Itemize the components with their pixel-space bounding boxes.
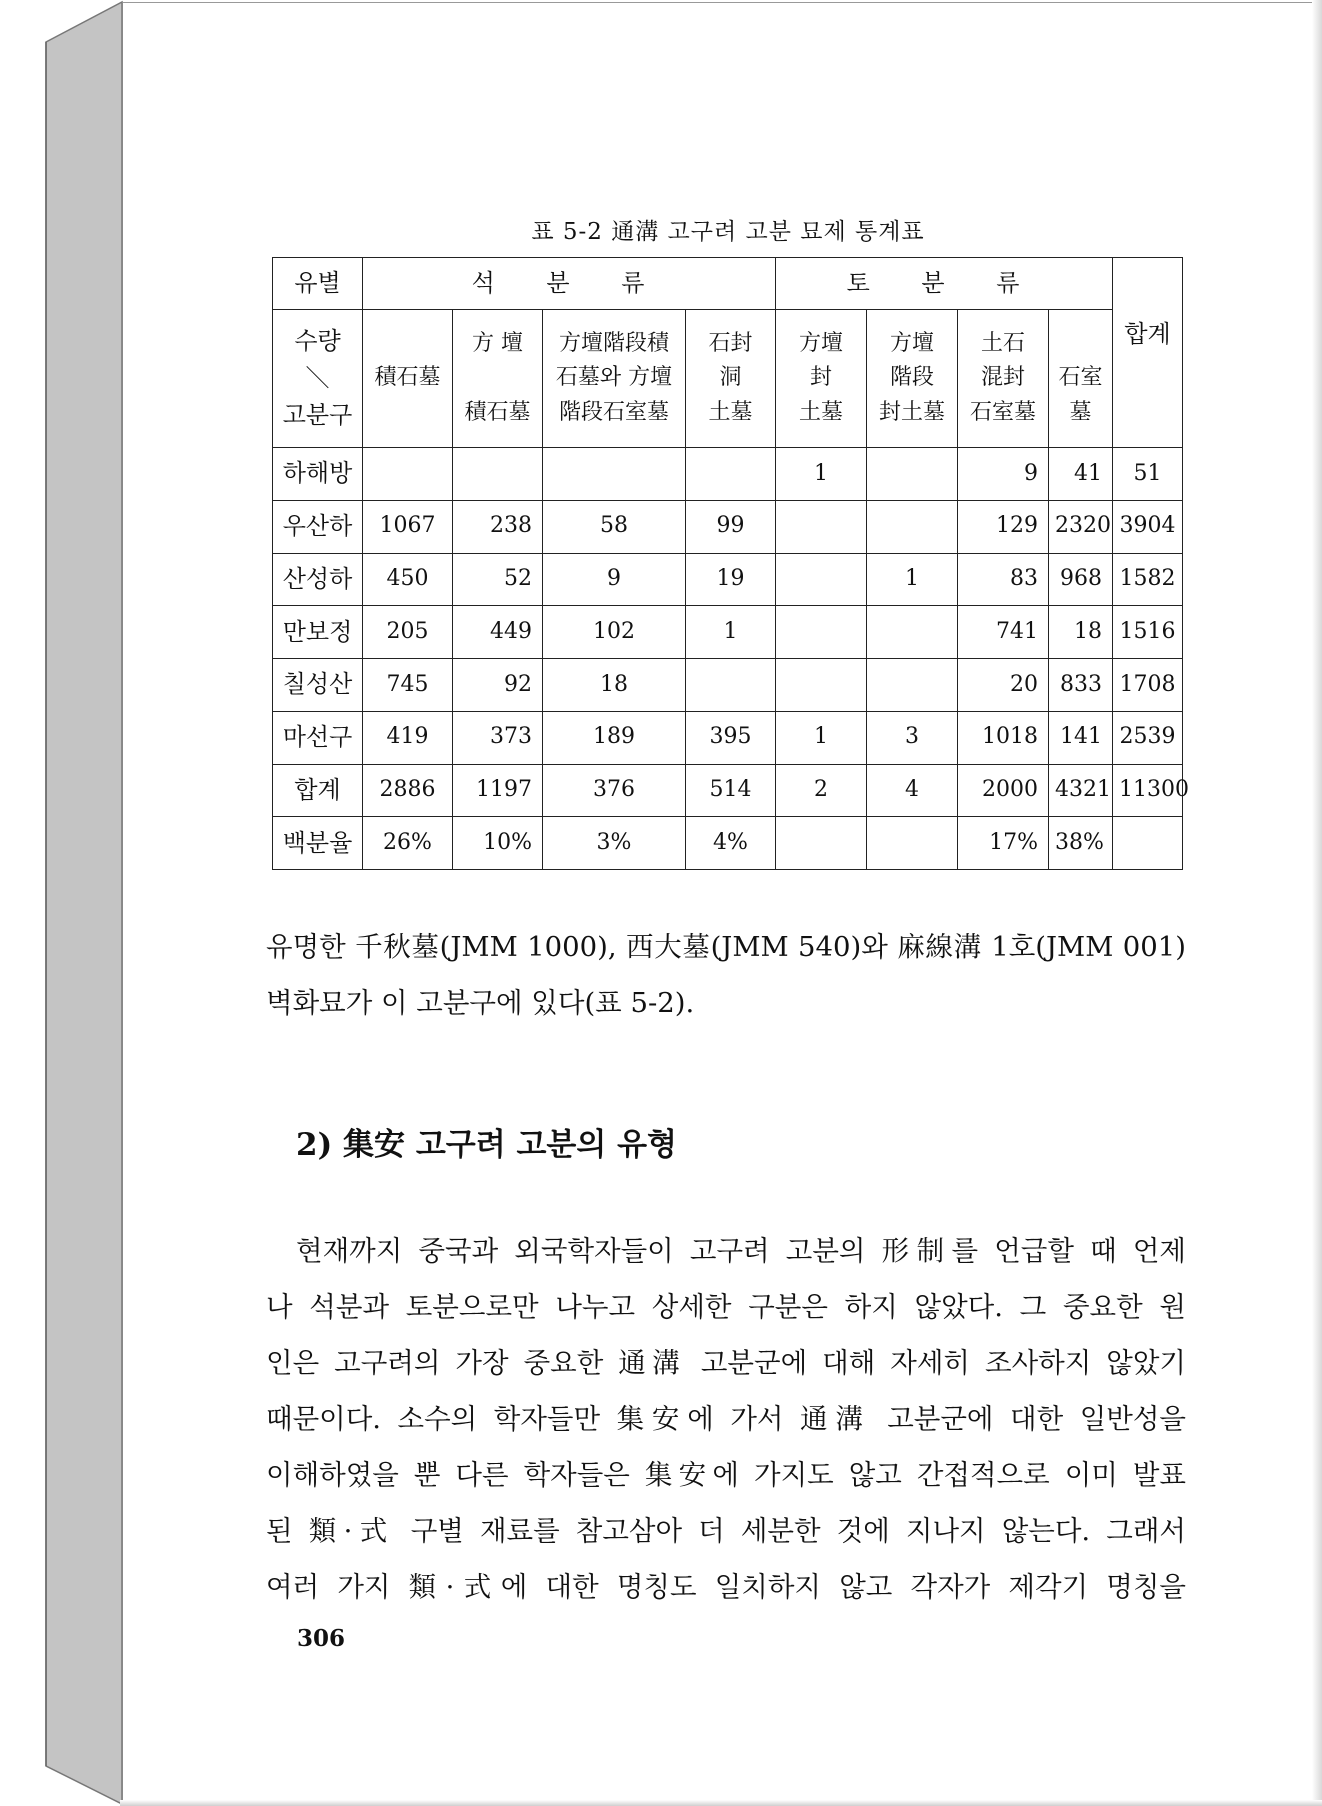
- header-col-4: 石封 洞 土墓: [686, 310, 776, 448]
- table-cell: [867, 448, 958, 501]
- table-cell: 1582: [1113, 553, 1183, 606]
- table-cell: 376: [543, 764, 686, 817]
- table-cell: 141: [1049, 711, 1113, 764]
- table-row: [273, 764, 1183, 817]
- table-row: [273, 817, 1183, 870]
- table-cell: [867, 606, 958, 659]
- paragraph-2-line: 현재까지 중국과 외국학자들이 고구려 고분의 形制를 언급할 때 언제: [296, 1235, 1186, 1267]
- table-cell: [776, 553, 867, 606]
- table-cell: 1708: [1113, 659, 1183, 712]
- table-body: [273, 448, 1189, 870]
- table-cell: 11300: [1113, 764, 1183, 817]
- table-cell: 1197: [453, 764, 543, 817]
- table-row: [273, 711, 1183, 764]
- table-cell: 2539: [1113, 711, 1183, 764]
- row-label: 하해방: [273, 448, 363, 501]
- table-cell: [776, 659, 867, 712]
- table-cell: 189: [543, 711, 686, 764]
- table-cell: [686, 448, 776, 501]
- header-axis: [273, 310, 363, 448]
- table-cell: [363, 448, 453, 501]
- header-type: 유별: [273, 258, 363, 310]
- table-cell: [453, 448, 543, 501]
- table-cell: [867, 659, 958, 712]
- table-cell: 2886: [363, 764, 453, 817]
- table-cell: 1067: [363, 500, 453, 553]
- paragraph-1-line: 유명한 千秋墓(JMM 1000), 西大墓(JMM 540)와 麻線溝 1호(JMM 001): [266, 931, 1186, 963]
- table-cell: 514: [686, 764, 776, 817]
- row-label: 산성하: [273, 553, 363, 606]
- table-cell: 102: [543, 606, 686, 659]
- table-row: [273, 448, 1183, 501]
- header-col-6: 方壇 階段 封土墓: [867, 310, 958, 448]
- header-col-1: 積石墓: [363, 310, 453, 448]
- table-cell: 3%: [543, 817, 686, 870]
- table-cell: 833: [1049, 659, 1113, 712]
- table-cell: 419: [363, 711, 453, 764]
- table-cell: [686, 659, 776, 712]
- table-cell: 41: [1049, 448, 1113, 501]
- table-cell: 51: [1113, 448, 1183, 501]
- table-cell: 26%: [363, 817, 453, 870]
- paragraph-1: [266, 919, 1186, 1031]
- table-row: [273, 500, 1183, 553]
- table-cell: 2: [776, 764, 867, 817]
- table-cell: 52: [453, 553, 543, 606]
- table-cell: 2320: [1049, 500, 1113, 553]
- table-row: [273, 553, 1183, 606]
- row-label: 합계: [273, 764, 363, 817]
- table-cell: 205: [363, 606, 453, 659]
- table-cell: 745: [363, 659, 453, 712]
- table-cell: 38%: [1049, 817, 1113, 870]
- row-label: 만보정: [273, 606, 363, 659]
- table-cell: 450: [363, 553, 453, 606]
- header-col-3: 方壇階段積 石墓와 方壇 階段石室墓: [543, 310, 686, 448]
- table-cell: [543, 448, 686, 501]
- table-cell: 373: [453, 711, 543, 764]
- table-cell: [776, 500, 867, 553]
- axis-bottom-label: 고분구: [282, 401, 353, 430]
- table-cell: 17%: [958, 817, 1049, 870]
- page-edge-shadow: [1312, 0, 1322, 1806]
- table-cell: 968: [1049, 553, 1113, 606]
- table-cell: 238: [453, 500, 543, 553]
- header-stone-group: 석 분 류: [363, 258, 776, 310]
- paragraph-2-line: 여러 가지 類·式에 대한 명칭도 일치하지 않고 각자가 제각기 명칭을: [266, 1571, 1186, 1603]
- page-bottom-shadow: [120, 1800, 1322, 1806]
- paragraph-2-line: 나 석분과 토분으로만 나누고 상세한 구분은 하지 않았다. 그 중요한 원: [266, 1291, 1186, 1323]
- table-cell: 2000: [958, 764, 1049, 817]
- paragraph-2-line: 된 類·式 구별 재료를 참고삼아 더 세분한 것에 지나지 않는다. 그래서: [266, 1515, 1186, 1547]
- table-header-row-1: [273, 258, 1183, 310]
- table-cell: 129: [958, 500, 1049, 553]
- table-cell: 19: [686, 553, 776, 606]
- table-cell: 1: [867, 553, 958, 606]
- paragraph-1-line: 벽화묘가 이 고분구에 있다(표 5-2).: [266, 987, 695, 1019]
- axis-top-label: 수량: [294, 326, 341, 355]
- table-cell: 1: [776, 711, 867, 764]
- table-cell: [867, 817, 958, 870]
- table-cell: 83: [958, 553, 1049, 606]
- section-heading: 2) 集安 고구려 고분의 유형: [296, 1127, 677, 1163]
- table-cell: 741: [958, 606, 1049, 659]
- table-cell: 10%: [453, 817, 543, 870]
- table-cell: 18: [543, 659, 686, 712]
- table-cell: [867, 500, 958, 553]
- table-cell: 4%: [686, 817, 776, 870]
- paragraph-2-line: 이해하였을 뿐 다른 학자들은 集安에 가지도 않고 간접적으로 이미 발표: [266, 1459, 1186, 1491]
- table-cell: 395: [686, 711, 776, 764]
- table-cell: 1: [686, 606, 776, 659]
- table-cell: 4: [867, 764, 958, 817]
- table-cell: 92: [453, 659, 543, 712]
- table-caption: 표 5-2 通溝 고구려 고분 묘제 통계표: [531, 219, 925, 245]
- paragraph-2-line: 때문이다. 소수의 학자들만 集安에 가서 通溝 고분군에 대한 일반성을: [266, 1403, 1186, 1435]
- table-cell: 449: [453, 606, 543, 659]
- table-cell: 9: [958, 448, 1049, 501]
- table-cell: 1018: [958, 711, 1049, 764]
- table-cell: 3: [867, 711, 958, 764]
- row-label: 마선구: [273, 711, 363, 764]
- table-row: [273, 606, 1183, 659]
- table-cell: 1516: [1113, 606, 1183, 659]
- table-cell: [776, 606, 867, 659]
- table-header-row-2: [273, 310, 1183, 448]
- table-row: [273, 659, 1183, 712]
- header-col-7: 土石 混封 石室墓: [958, 310, 1049, 448]
- table-cell: [776, 817, 867, 870]
- table-cell: 1: [776, 448, 867, 501]
- header-col-8: 石室 墓: [1049, 310, 1113, 448]
- table-cell: 58: [543, 500, 686, 553]
- paragraph-2-line: 인은 고구려의 가장 중요한 通溝 고분군에 대해 자세히 조사하지 않았기: [266, 1347, 1186, 1379]
- table-cell: 9: [543, 553, 686, 606]
- row-label: 백분율: [273, 817, 363, 870]
- page-number: 306: [297, 1625, 346, 1652]
- table-cell: 20: [958, 659, 1049, 712]
- row-label: 우산하: [273, 500, 363, 553]
- header-col-2: 方 壇 積石墓: [453, 310, 543, 448]
- table-cell: [1113, 817, 1183, 870]
- row-label: 칠성산: [273, 659, 363, 712]
- paragraph-2: [266, 1223, 1186, 1615]
- table-cell: 3904: [1113, 500, 1183, 553]
- table-cell: 99: [686, 500, 776, 553]
- header-col-5: 方壇 封 土墓: [776, 310, 867, 448]
- header-earth-group: 토 분 류: [776, 258, 1113, 310]
- statistics-table: [272, 257, 1189, 870]
- header-total: 합계: [1113, 258, 1183, 448]
- table-cell: 4321: [1049, 764, 1113, 817]
- axis-separator: ＼: [305, 363, 330, 392]
- table-cell: 18: [1049, 606, 1113, 659]
